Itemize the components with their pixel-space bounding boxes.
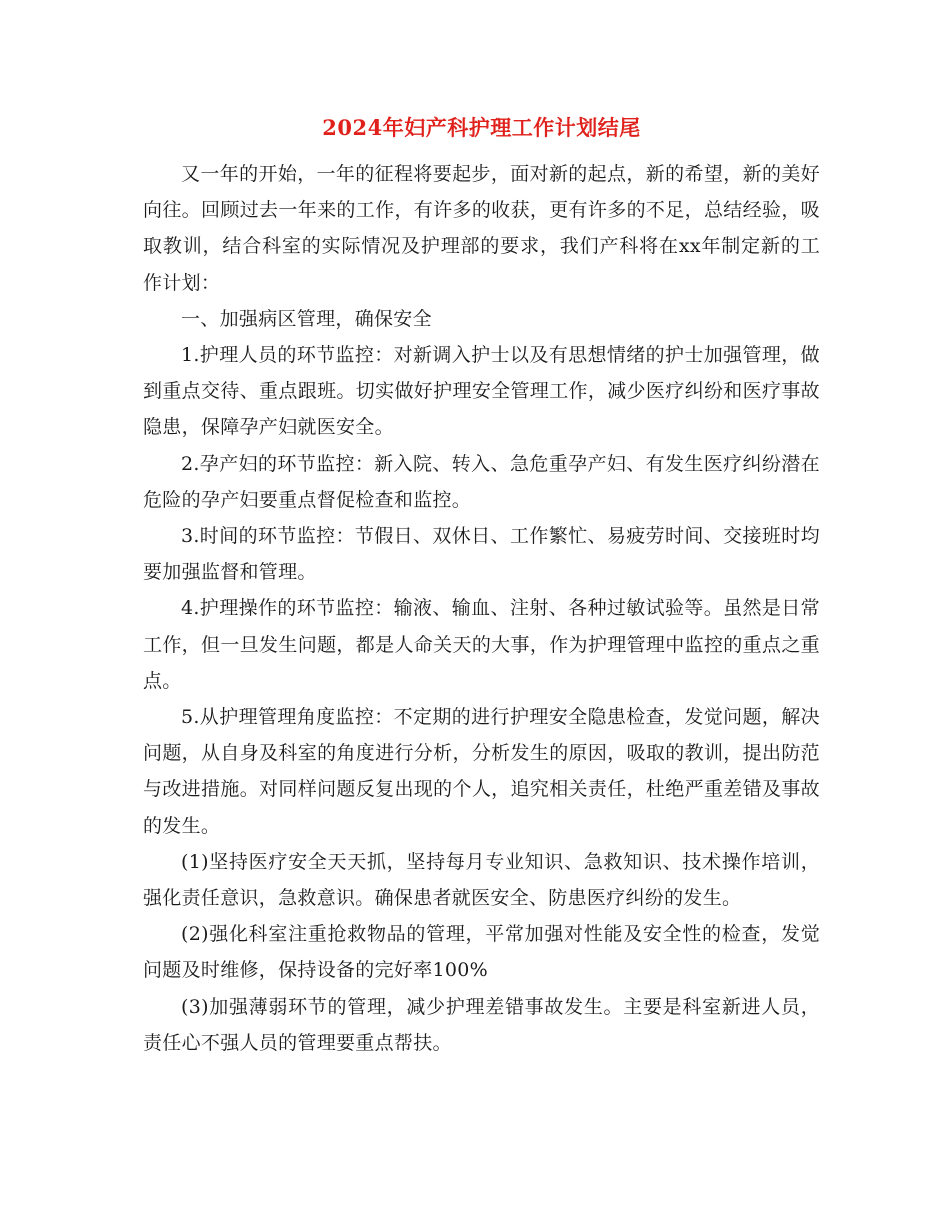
paragraph-subitem-1: (1)坚持医疗安全天天抓，坚持每月专业知识、急救知识、技术操作培训，强化责任意识，急救意识。确保患者就医安全、防患医疗纠纷的发生。 (143, 850, 820, 910)
paragraph-intro: 又一年的开始，一年的征程将要起步，面对新的起点，新的希望，新的美好向往。回顾过去一年来的工作，有许多的收获，更有许多的不足，总结经验，吸取教训，结合科室的实际情况及护理部的要求，我们产科将在xx年制定新的工作计划： (143, 163, 820, 294)
paragraph-item-5: 5.从护理管理角度监控：不定期的进行护理安全隐患检查，发觉问题，解决问题，从自身及科室的角度进行分析，分析发生的原因，吸取的教训，提出防范与改进措施。对同样问题反复出现的个人，追究相关责任，杜绝严重差错及事故的发生。 (143, 706, 820, 837)
paragraph-item-2: 2.孕产妇的环节监控：新入院、转入、急危重孕产妇、有发生医疗纠纷潜在危险的孕产妇要重点督促检查和监控。 (143, 452, 820, 511)
paragraph-item-4: 4.护理操作的环节监控：输液、输血、注射、各种过敏试验等。虽然是日常工作，但一旦发生问题，都是人命关天的大事，作为护理管理中监控的重点之重点。 (143, 597, 820, 692)
paragraph-subitem-3: (3)加强薄弱环节的管理，减少护理差错事故发生。主要是科室新进人员，责任心不强人员的管理要重点帮扶。 (143, 995, 820, 1054)
document-body (143, 156, 820, 1061)
section-heading-1: 一、加强病区管理，确保安全 (181, 307, 432, 330)
paragraph-item-3: 3.时间的环节监控：节假日、双休日、工作繁忙、易疲劳时间、交接班时均要加强监督和管理。 (143, 525, 820, 584)
paragraph-subitem-2: (2)强化科室注重抢救物品的管理，平常加强对性能及安全性的检查，发觉问题及时维修，保持设备的完好率100% (143, 923, 820, 982)
paragraph-item-1: 1.护理人员的环节监控：对新调入护士以及有思想情绪的护士加强管理，做到重点交待、重点跟班。切实做好护理安全管理工作，减少医疗纠纷和医疗事故隐患，保障孕产妇就医安全。 (143, 344, 820, 439)
document-title: 2024年妇产科护理工作计划结尾 (322, 115, 641, 140)
